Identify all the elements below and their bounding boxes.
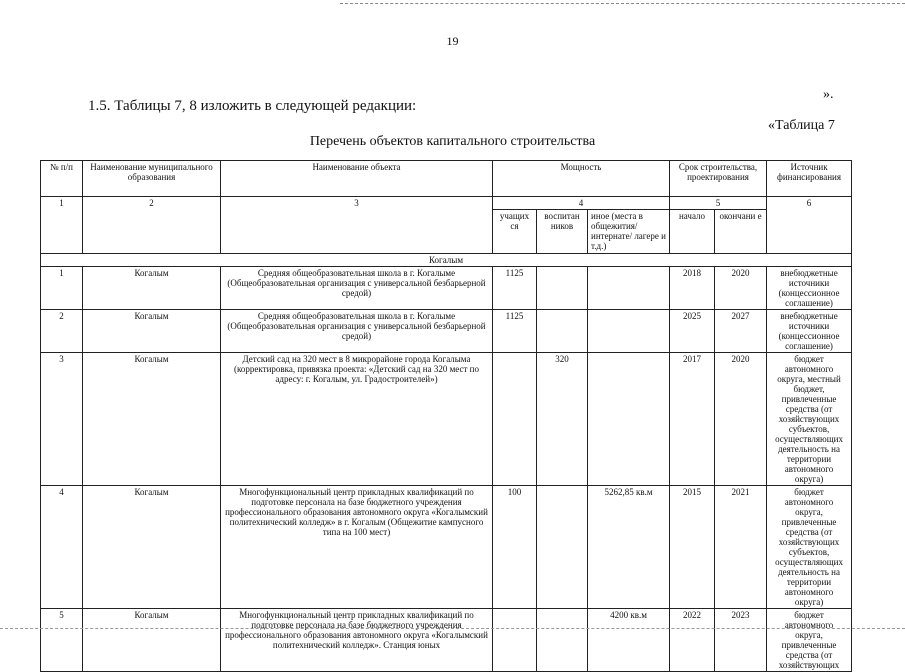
row-students (493, 609, 537, 672)
col-number-6: 6 (767, 197, 852, 254)
header-row (41, 161, 852, 197)
row-end: 2027 (715, 310, 767, 353)
row-start: 2025 (670, 310, 715, 353)
row-other (588, 310, 670, 353)
row-students (493, 353, 537, 486)
closing-quote: ». (823, 87, 834, 102)
row-object: Многофункциональный центр прикладных квалификаций по подготовке персонала на базе бюджетного учреждения профессионального образования автономного округа «Когалымский политехнический колледж» в г. Когалым (Общежитие кампусного типа на 100 мест) (221, 486, 493, 609)
subheader-start: начало (670, 210, 715, 254)
row-end: 2020 (715, 267, 767, 310)
header-capacity: Мощность (493, 161, 670, 197)
row-pupils (537, 486, 588, 609)
row-source: внебюджетные источники (концессионное соглашение) (767, 310, 852, 353)
row-other: 5262,85 кв.м (588, 486, 670, 609)
row-pupils (537, 267, 588, 310)
col-number-4: 4 (493, 197, 670, 210)
header-period: Срок строительства, проектирования (670, 161, 767, 197)
table-row (41, 609, 852, 672)
row-start: 2022 (670, 609, 715, 672)
row-source: бюджет автономного округа, привлеченные средства (от хозяйствующих (767, 609, 852, 672)
table-row (41, 267, 852, 310)
row-municipality: Когалым (83, 267, 221, 310)
subheader-pupils: воспитан ников (537, 210, 588, 254)
col-number-2: 2 (83, 197, 221, 254)
row-pupils: 320 (537, 353, 588, 486)
row-other: 4200 кв.м (588, 609, 670, 672)
row-object: Детский сад на 320 мест в 8 микрорайоне города Когалыма (корректировка, привязка проекта: «Детский сад на 320 мест по адресу: г. Когалым, ул. Градостроителей») (221, 353, 493, 486)
row-object: Многофункциональный центр прикладных квалификаций по подготовке персонала на базе бюджетного учреждения профессионального образования автономного округа «Когалымский политехнический колледж». Станция юных (221, 609, 493, 672)
row-municipality: Когалым (83, 609, 221, 672)
header-municipality: Наименование муниципального образования (83, 161, 221, 197)
header-object: Наименование объекта (221, 161, 493, 197)
table-row (41, 310, 852, 353)
capital-construction-table (40, 160, 852, 672)
col-number-1: 1 (41, 197, 83, 254)
header-source: Источник финансирования (767, 161, 852, 197)
row-pupils (537, 609, 588, 672)
table-title: Перечень объектов капитального строительства (309, 134, 596, 149)
row-students: 100 (493, 486, 537, 609)
header-num: № п/п (41, 161, 83, 197)
section-row (41, 254, 852, 267)
row-object: Средняя общеобразовательная школа в г. Когалыме (Общеобразовательная организация с универсальной безбарьерной средой) (221, 267, 493, 310)
row-source: внебюджетные источники (концессионное соглашение) (767, 267, 852, 310)
subheader-students: учащих ся (493, 210, 537, 254)
row-pupils (537, 310, 588, 353)
table-row (41, 486, 852, 609)
row-start: 2017 (670, 353, 715, 486)
row-end: 2021 (715, 486, 767, 609)
col-number-5: 5 (670, 197, 767, 210)
row-start: 2018 (670, 267, 715, 310)
table-label: «Таблица 7 (768, 118, 835, 133)
row-object: Средняя общеобразовательная школа в г. Когалыме (Общеобразовательная организация с универсальной безбарьерной средой) (221, 310, 493, 353)
page-number: 19 (446, 34, 459, 48)
row-num: 2 (41, 310, 83, 353)
row-other (588, 267, 670, 310)
subheader-other: иное (места в общежития/ интернате/ лагере и т.д.) (588, 210, 670, 254)
row-num: 4 (41, 486, 83, 609)
row-num: 5 (41, 609, 83, 672)
row-other (588, 353, 670, 486)
row-municipality: Когалым (83, 486, 221, 609)
row-municipality: Когалым (83, 353, 221, 486)
row-start: 2015 (670, 486, 715, 609)
scan-edge-bottom (0, 628, 905, 629)
row-num: 1 (41, 267, 83, 310)
row-end: 2023 (715, 609, 767, 672)
column-number-row (41, 197, 852, 210)
row-municipality: Когалым (83, 310, 221, 353)
row-source: бюджет автономного округа, привлеченные средства (от хозяйствующих субъектов, осуществляющих деятельность на территории автономного округа) (767, 486, 852, 609)
row-end: 2020 (715, 353, 767, 486)
row-students: 1125 (493, 310, 537, 353)
amendment-instruction: 1.5. Таблицы 7, 8 изложить в следующей редакции: (88, 98, 417, 114)
subheader-end: окончани е (715, 210, 767, 254)
section-title: Когалым (41, 254, 852, 267)
row-num: 3 (41, 353, 83, 486)
row-students: 1125 (493, 267, 537, 310)
table-row (41, 353, 852, 486)
col-number-3: 3 (221, 197, 493, 254)
row-source: бюджет автономного округа, местный бюджет, привлеченные средства (от хозяйствующих субъектов, осуществляющих деятельность на территории автономного округа) (767, 353, 852, 486)
